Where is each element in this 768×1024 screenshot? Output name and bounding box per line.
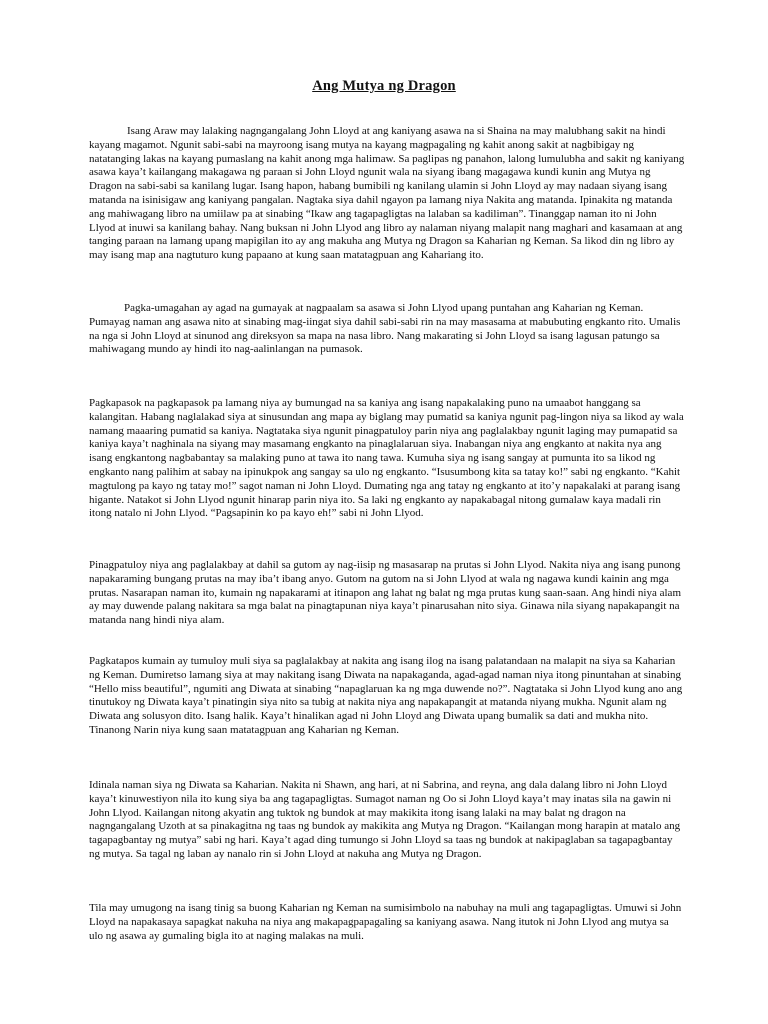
- paragraph-4: Pinagpatuloy niya ang paglalakbay at dahil sa gutom ay nag-iisip ng masasarap na prutas si John Llyod. Nakita niya ang isang punong napakaraming bungang prutas na may iba’t ibang anyo. Gutom na gutom na si John Llyod at wala ng nagawa kundi kainin ang mga prutas. Nasarapan naman ito, kumain ng napakarami at itinapon ang lahat ng balat ng mga prutas kung saan-saan. Ang hindi niya alam ay may duwende palang nakitara sa mga balat na pinagtapunan niya kaya’t pinarusahan nito siya. Ginawa nila siyang napakapangit na matanda nang hindi niya alam.: [89, 559, 681, 627]
- paragraph-2: Pagka-umagahan ay agad na gumayak at nagpaalam sa asawa si John Llyod upang puntahan ang Kaharian ng Keman. Pumayag naman ang asawa nito at sinabing mag-iingat siya dahil sabi-sabi rin na may masasama at mabubuting engkanto rito. Umalis na nga si John Lloyd at sinunod ang direksyon sa mapa na nasa libro. Nang makarating si John Lloyd sa isang lagusan patungo sa mahiwagang mundo ay hindi ito nag-aalinlangan na pumasok.: [89, 302, 681, 356]
- paragraph-5: Pagkatapos kumain ay tumuloy muli siya sa paglalakbay at nakita ang isang ilog na isang palatandaan na malapit na siya sa Kaharian ng Keman. Dumiretso lamang siya at may nakitang isang Diwata na napakaganda, agad-agad naman niya itong pinuntahan at sinabing “Hello miss beautiful”, ngumiti ang Diwata at sinabing “napaglaruan ka ng mga duwende no?”. Nagtataka si John Llyod kung ano ang tinutukoy ng Diwata kaya’t pinatingin siya nito sa tubig at nakita niya ang napakapangit at matanda niyang mukha. Ngunit alam ng Diwata ang solusyon dito. Isang halik. Kaya’t hinalikan agad ni John Lloyd ang Diwata upang bumalik sa dati and mukha nito. Tinanong Narin niya kung saan matatagpuan ang Kaharian ng Keman.: [89, 655, 683, 736]
- document-title: Ang Mutya ng Dragon: [312, 78, 456, 94]
- paragraph-6: Idinala naman siya ng Diwata sa Kaharian. Nakita ni Shawn, ang hari, at ni Sabrina, and reyna, ang dala dalang libro ni John Lloyd kaya’t kinuwestiyon nila ito kung siya ba ang tagapagligtas. Sumagot naman ng Oo si John Lloyd kaya’t may inatas sila na gawin ni John Llyod. Kailangan nitong akyatin ang tuktok ng bundok at may makikita itong isang lalaki na may balat ng dragon na nagngangalang Uzoth at sa pinakagitna ng taas ng bundok ay makikita ang Mutya ng Dragon. “Kailangan mong harapin at matalo ang tagapagbantay ng mutya” sabi ng hari. Kaya’t agad ding tumungo si John Lloyd sa taas ng bundok at nakipaglaban sa tagapagbantay ng mutya. Sa tagal ng laban ay nanalo rin si John Lloyd at nakuha ang Mutya ng Dragon.: [89, 779, 681, 860]
- paragraph-1: Isang Araw may lalaking nagngangalang John Lloyd at ang kaniyang asawa na si Shaina na may malubhang sakit na hindi kayang magamot. Ngunit sabi-sabi na mayroong isang mutya na kayang magpagaling ng kahit anong sakit at nagbibigay ng natatanging lakas na kayang pumaslang na kahit anong mga halimaw. Sa paglipas ng panahon, lalong lumulubha and sakit ng kaniyang asawa kaya’t kailangang makagawa ng paraan si John Lloyd ngunit wala na siyang ibang magagawa kundi kunin ang Mutya ng Dragon na sabi-sabi sa kanilang lugar. Isang hapon, habang bumibili ng kanilang ulamin si John Lloyd ay may nadaan siyang isang matanda na isinisigaw ang kaniyang pangalan. Nagtaka siya dahil ngayon pa lamang niya Nakita ang matanda. Ipinakita ng matanda ang mahiwagang libro na umiilaw pa at sinabing “Ikaw ang tagapagligtas na lalaban sa kadiliman”. Tinanggap naman ito ni John Llyod at inuwi sa kanilang bahay. Nang buksan ni John Llyod ang libro ay nalaman niyang malapit nang maghari and kasamaan at ang tanging paraan na lamang upang mapigilan ito ay ang makuha ang Mutya ng Dragon sa Kaharian ng Keman. Sa likod din ng libro ay may isang map ana nagtuturo kung papaano at kung saan matatagpuan ang Kahariang ito.: [89, 125, 685, 262]
- paragraph-7: Tila may umugong na isang tinig sa buong Kaharian ng Keman na sumisimbolo na nabuhay na muli ang tagapagligtas. Umuwi si John Lloyd na napakasaya sapagkat nakuha na niya ang makapagpapagaling sa kaniyang asawa. Nang itutok ni John Llyod ang mutya sa ulo ng asawa ay gumaling bigla ito at naging malakas na muli.: [89, 902, 682, 942]
- paragraph-3: Pagkapasok na pagkapasok pa lamang niya ay bumungad na sa kaniya ang isang napakalaking puno na umaabot hanggang sa kalangitan. Habang naglalakad siya at sinusundan ang mapa ay biglang may pumatid sa kaniya ngunit pag-lingon niya sa likod ay wala namang maaaring pumatid sa kaniya. Nagtataka siya ngunit pinagpatuloy parin niya ang paglalakbay ngunit laging may pumapatid sa kaniya kaya’t naghinala na siyang may masamang engkanto na pinaglalaruan siya. Inabangan niya ang engkanto at nakita nya ang isang engkantong nagbabantay sa malaking puno at tawa ito nang tawa. Kumuha siya ng isang sangay at pumunta ito sa likod ng engkanto nang palihim at sabay na ipinukpok ang sangay sa ulo ng engkanto. “Isusumbong kita sa tatay ko!” sabi ng engkanto. “Kahit magtulong pa kayo ng tatay mo!” sagot naman ni John Lloyd. Dumating nga ang tatay ng engkanto at ito’y napakalaki at parang isang higante. Natakot si John Llyod ngunit hinarap parin niya ito. Sa laki ng engkanto ay napakabagal nitong gumalaw kaya madali rin itong natalo ni John Llyod. “Pagsapinin ko pa kayo eh!” sabi ni John Llyod.: [89, 397, 684, 520]
